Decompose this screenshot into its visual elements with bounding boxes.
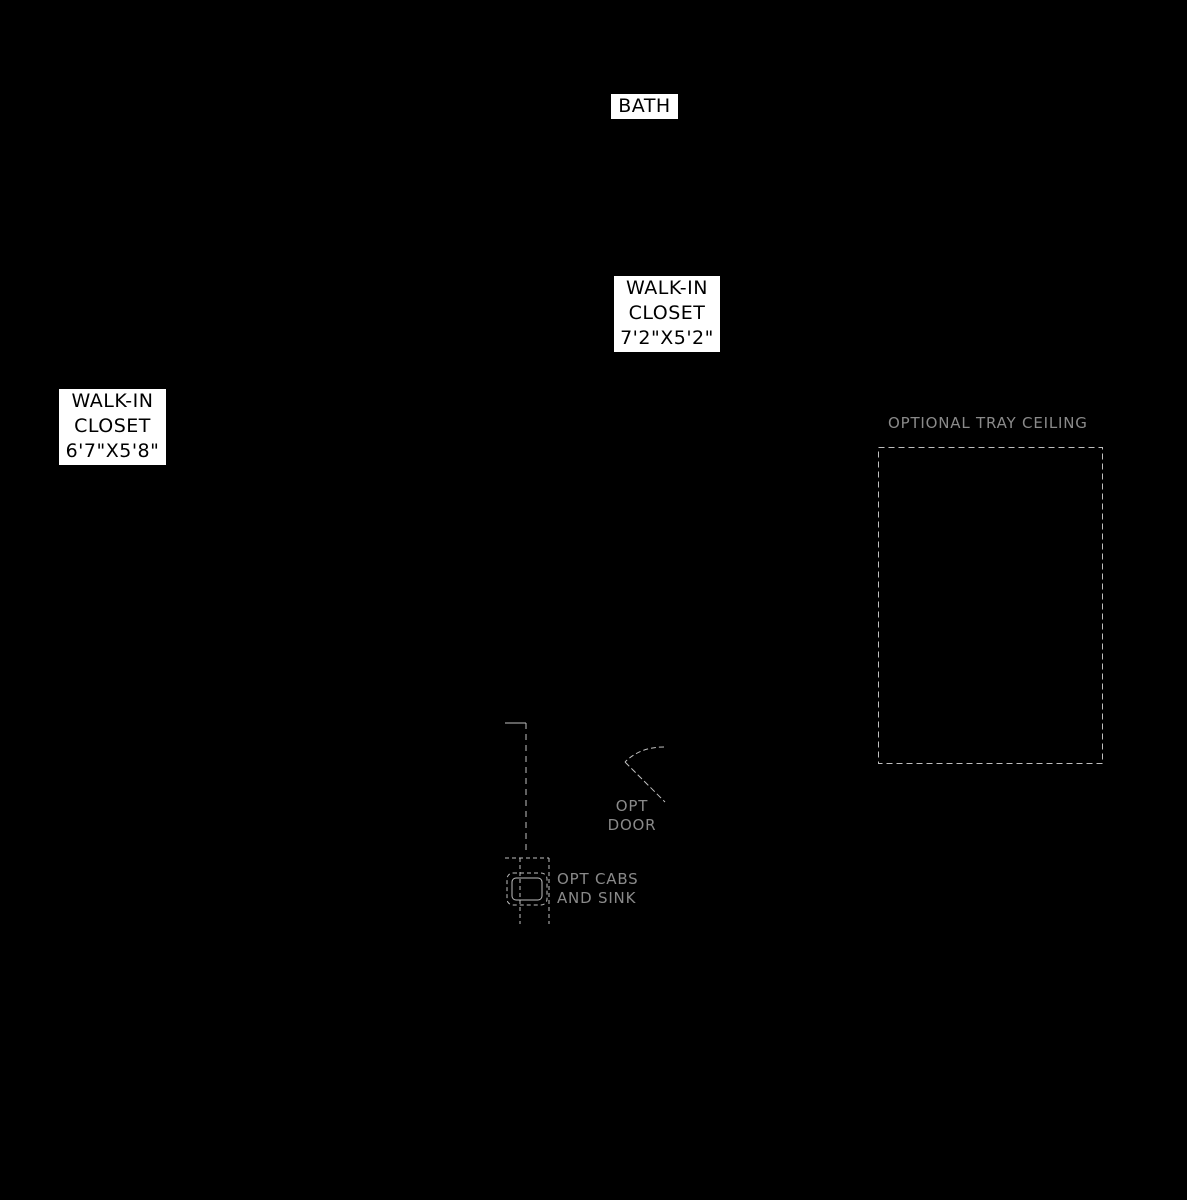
opt-sink-symbol <box>505 858 549 924</box>
opt-door-line2: DOOR <box>607 816 657 834</box>
walk-in-closet-left-label <box>59 389 166 465</box>
opt-door-swing <box>625 747 665 802</box>
closet-center-line2: CLOSET <box>628 302 706 324</box>
opt-cabs-line1: OPT CABS <box>557 870 639 888</box>
opt-door-note <box>600 797 664 835</box>
bath-name: BATH <box>618 95 671 117</box>
walk-in-closet-center-label <box>614 276 720 352</box>
opt-cabs-line2: AND SINK <box>557 889 637 907</box>
closet-left-dims: 6'7"X5'8" <box>65 440 160 462</box>
closet-center-line1: WALK-IN <box>626 277 708 299</box>
tray-ceiling-text: OPTIONAL TRAY CEILING <box>888 414 1088 432</box>
closet-center-dims: 7'2"X5'2" <box>620 327 714 349</box>
opt-door-line1: OPT <box>615 797 649 815</box>
bath-label <box>611 94 678 119</box>
closet-left-line1: WALK-IN <box>71 390 154 412</box>
tray-ceiling-outline <box>879 448 1103 764</box>
opt-cabs-note <box>557 870 638 908</box>
closet-left-line2: CLOSET <box>74 415 151 437</box>
tray-ceiling-note <box>888 414 1088 433</box>
